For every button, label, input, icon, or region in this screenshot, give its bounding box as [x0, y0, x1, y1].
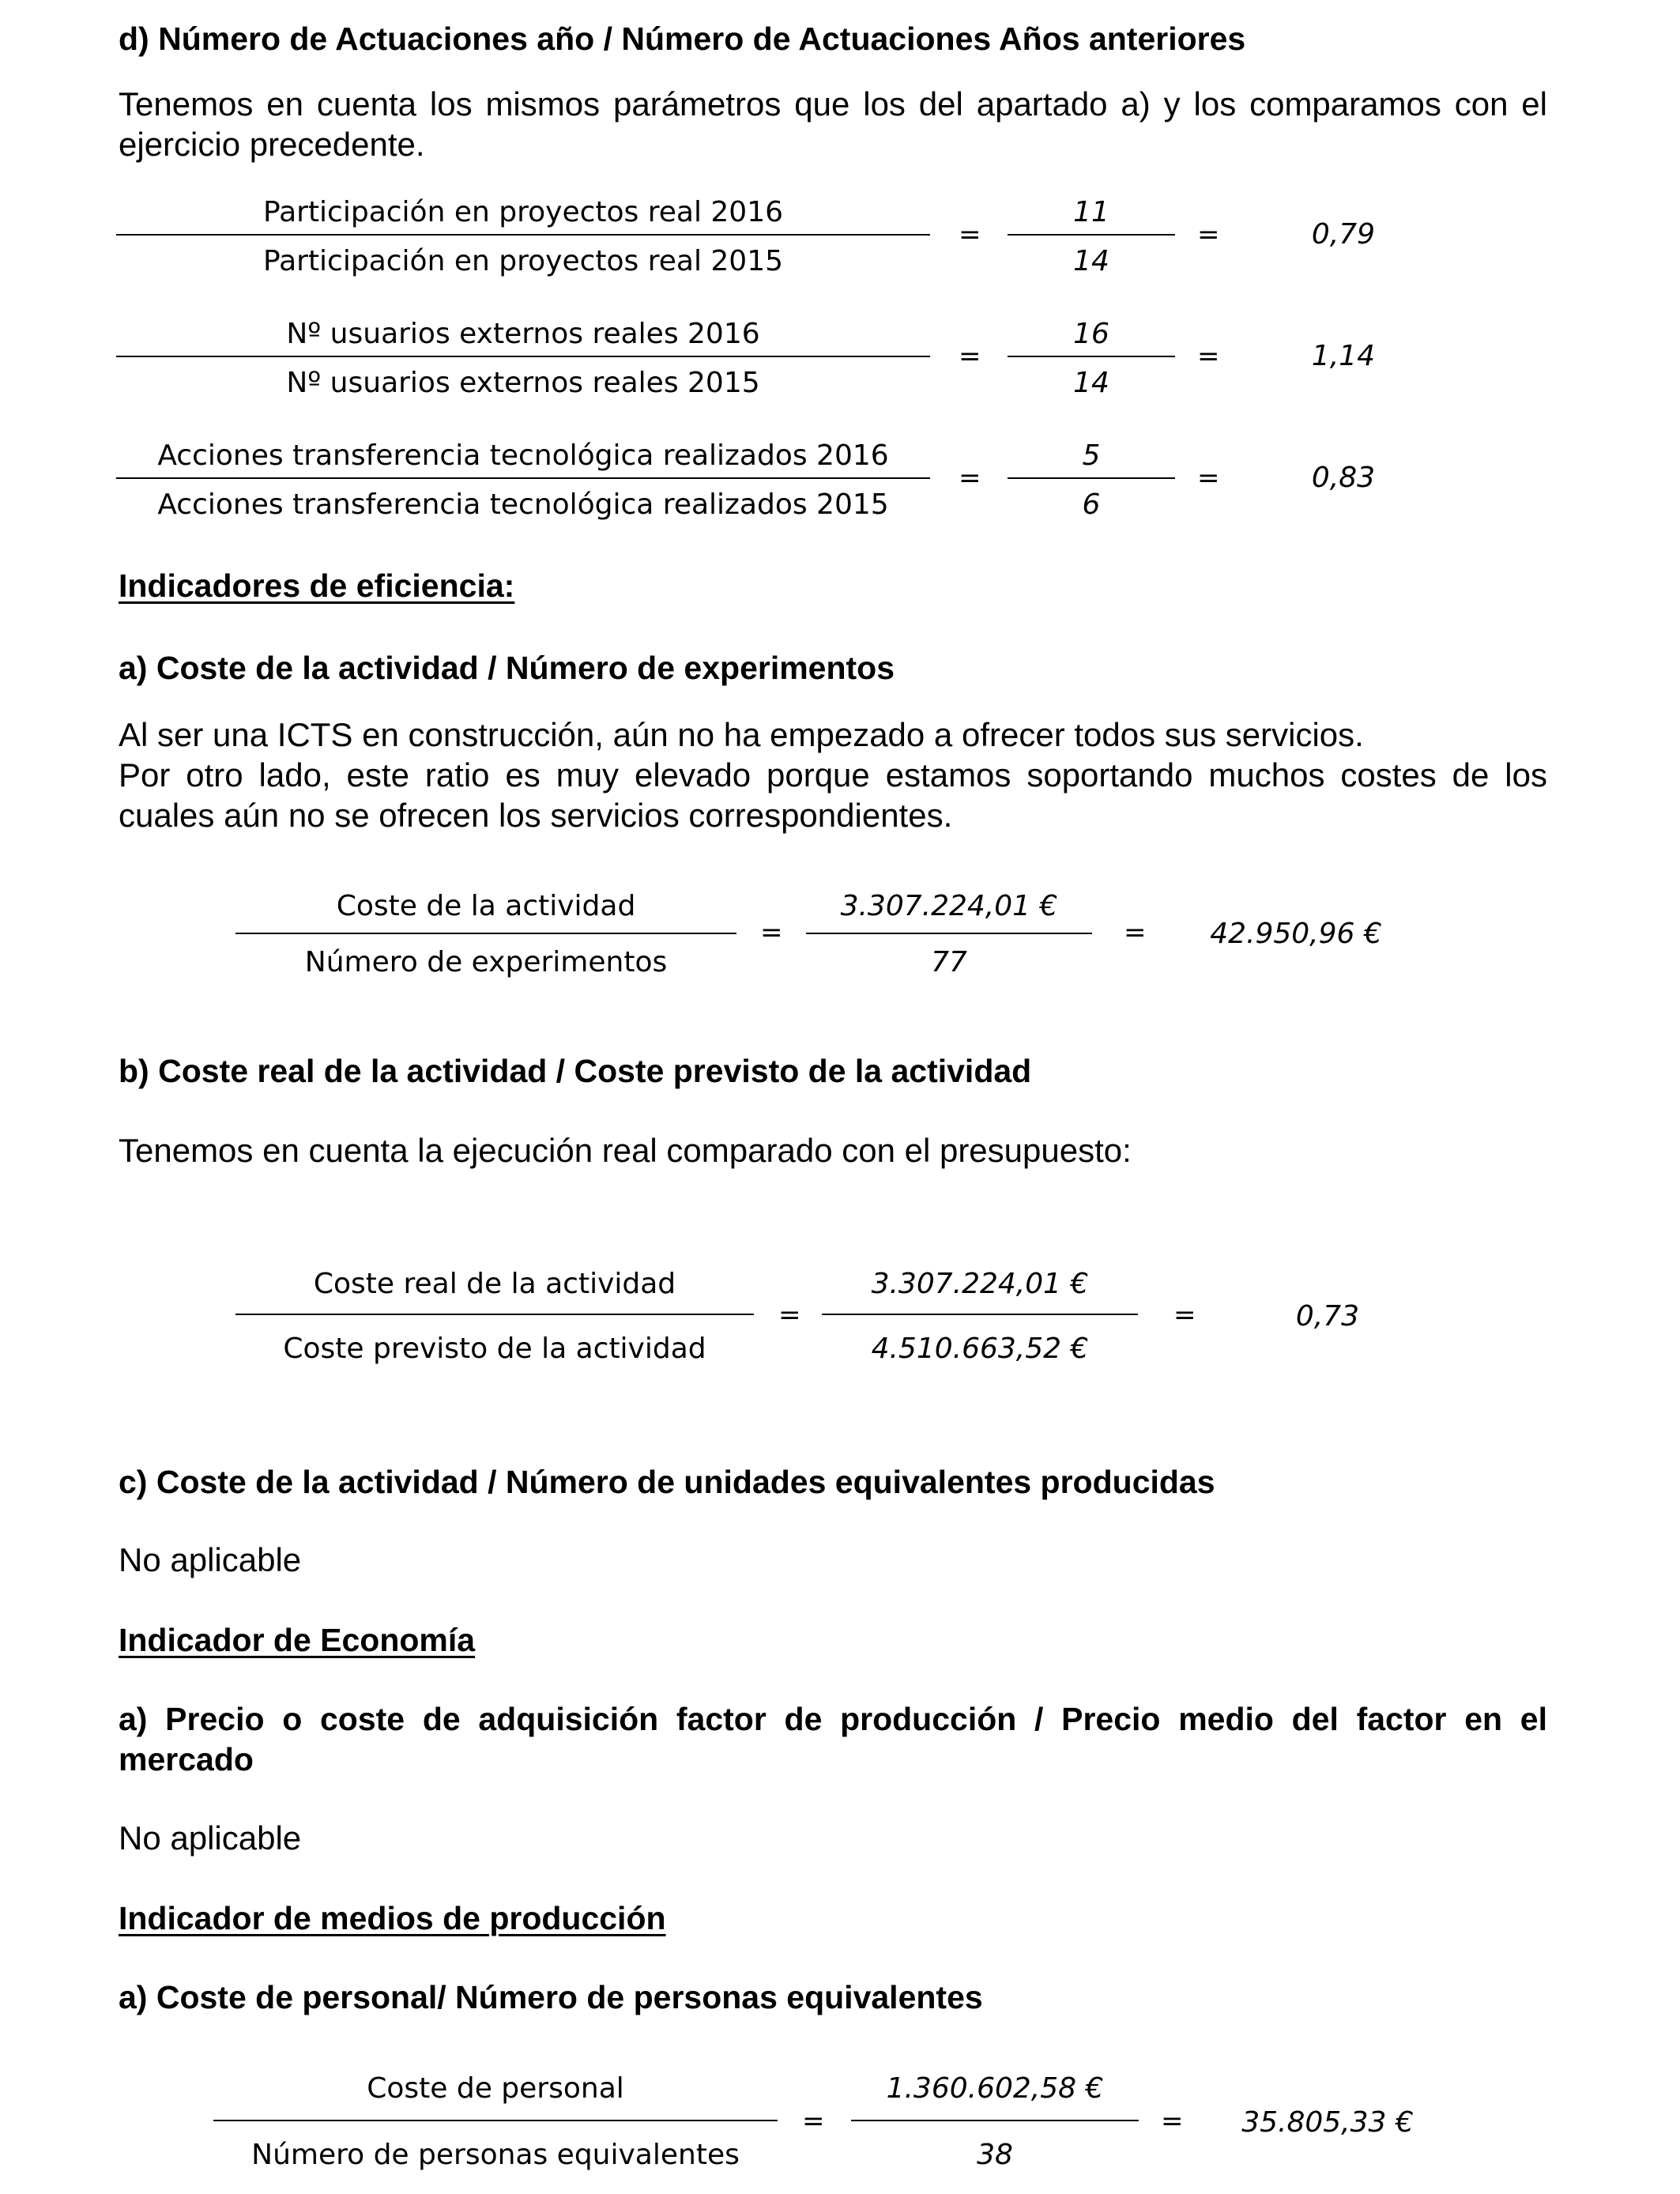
efficiency-a-paragraph-2: Por otro lado, este ratio es muy elevado porque estamos soportando muchos costes de los cuales aún no se ofrecen los servicios correspondientes.	[119, 756, 1547, 834]
equals-sign: =	[1161, 2105, 1184, 2137]
equals-sign: =	[778, 1299, 801, 1331]
production-a-heading: a) Coste de personal/ Número de personas equivalentes	[119, 1979, 983, 2015]
ratio-numerator-label: Coste de personal	[367, 2072, 624, 2105]
section-d-heading: d) Número de Actuaciones año / Número de Actuaciones Años anteriores	[119, 21, 1246, 57]
equals-sign: =	[1124, 917, 1147, 948]
ratio-result: 0,79	[1311, 218, 1376, 251]
ratio-denominator-label: Participación en proyectos real 2015	[262, 245, 784, 277]
fraction-line	[235, 933, 736, 934]
ratio-denominator-label: Número de personas equivalentes	[251, 2139, 740, 2171]
ratio-result: 1,14	[1311, 340, 1376, 372]
ratio-result: 35.805,33 €	[1241, 2106, 1414, 2139]
equals-sign: =	[959, 219, 981, 251]
equals-sign: =	[959, 341, 981, 372]
ratio-denominator-value: 6	[1082, 488, 1101, 521]
ratio-numerator-label: Coste real de la actividad	[313, 1268, 676, 1300]
fraction-line	[116, 356, 930, 357]
ratio-numerator-value: 16	[1073, 318, 1109, 350]
ratio-numerator-value: 3.307.224,01 €	[840, 890, 1058, 922]
efficiency-b-paragraph: Tenemos en cuenta la ejecución real comparado con el presupuesto:	[119, 1132, 1132, 1169]
efficiency-b-heading: b) Coste real de la actividad / Coste previsto de la actividad	[119, 1053, 1032, 1089]
ratio-denominator-label: Coste previsto de la actividad	[283, 1333, 706, 1365]
fraction-line	[1008, 234, 1175, 236]
ratio-result: 42.950,96 €	[1210, 918, 1382, 950]
equals-sign: =	[1197, 462, 1220, 494]
fraction-line	[1008, 477, 1175, 479]
fraction-line	[235, 1314, 754, 1315]
ratio-result: 0,73	[1295, 1300, 1360, 1333]
ratio-numerator-value: 1.360.602,58 €	[886, 2072, 1104, 2105]
ratio-numerator-value: 3.307.224,01 €	[871, 1268, 1089, 1300]
equals-sign: =	[1197, 219, 1220, 251]
ratio-numerator-value: 5	[1082, 439, 1101, 472]
fraction-line	[1008, 356, 1175, 357]
economy-title: Indicador de Economía	[119, 1622, 476, 1658]
ratio-denominator-value: 14	[1073, 367, 1109, 399]
ratio-denominator-value: 14	[1073, 245, 1109, 277]
efficiency-c-paragraph: No aplicable	[119, 1541, 302, 1578]
equals-sign: =	[959, 462, 981, 494]
fraction-line	[213, 2120, 778, 2121]
ratio-denominator-label: Acciones transferencia tecnológica realizados 2015	[157, 488, 889, 521]
ratio-denominator-value: 4.510.663,52 €	[871, 1333, 1089, 1365]
economy-a-heading: a) Precio o coste de adquisición factor de producción / Precio medio del factor en el mercado	[119, 1701, 1547, 1777]
section-d-paragraph: Tenemos en cuenta los mismos parámetros que los del apartado a) y los comparamos con el ejercicio precedente.	[119, 85, 1547, 163]
equals-sign: =	[1173, 1299, 1196, 1331]
equals-sign: =	[1197, 341, 1220, 372]
ratio-denominator-label: Número de experimentos	[304, 946, 668, 978]
ratio-result: 0,83	[1311, 462, 1376, 494]
efficiency-c-heading: c) Coste de la actividad / Número de unidades equivalentes producidas	[119, 1464, 1215, 1500]
ratio-numerator-label: Participación en proyectos real 2016	[262, 196, 784, 228]
fraction-line	[116, 234, 930, 236]
ratio-numerator-label: Acciones transferencia tecnológica realizados 2016	[157, 439, 889, 472]
efficiency-a-paragraph: Al ser una ICTS en construcción, aún no ha empezado a ofrecer todos sus servicios.	[119, 716, 1364, 753]
fraction-line	[116, 477, 930, 479]
equals-sign: =	[760, 917, 783, 948]
ratio-numerator-label: Coste de la actividad	[336, 890, 636, 922]
ratio-denominator-label: Nº usuarios externos reales 2015	[286, 367, 760, 399]
fraction-line	[822, 1314, 1138, 1315]
fraction-line	[851, 2120, 1139, 2121]
production-title: Indicador de medios de producción	[119, 1900, 666, 1936]
economy-a-paragraph: No aplicable	[119, 1819, 302, 1857]
equals-sign: =	[802, 2105, 825, 2137]
efficiency-title: Indicadores de eficiencia:	[119, 567, 515, 604]
ratio-numerator-label: Nº usuarios externos reales 2016	[286, 318, 760, 350]
ratio-denominator-value: 77	[931, 946, 967, 978]
fraction-line	[806, 933, 1092, 934]
efficiency-a-heading: a) Coste de la actividad / Número de experimentos	[119, 650, 895, 686]
ratio-denominator-value: 38	[977, 2139, 1013, 2171]
ratio-numerator-value: 11	[1073, 196, 1109, 228]
